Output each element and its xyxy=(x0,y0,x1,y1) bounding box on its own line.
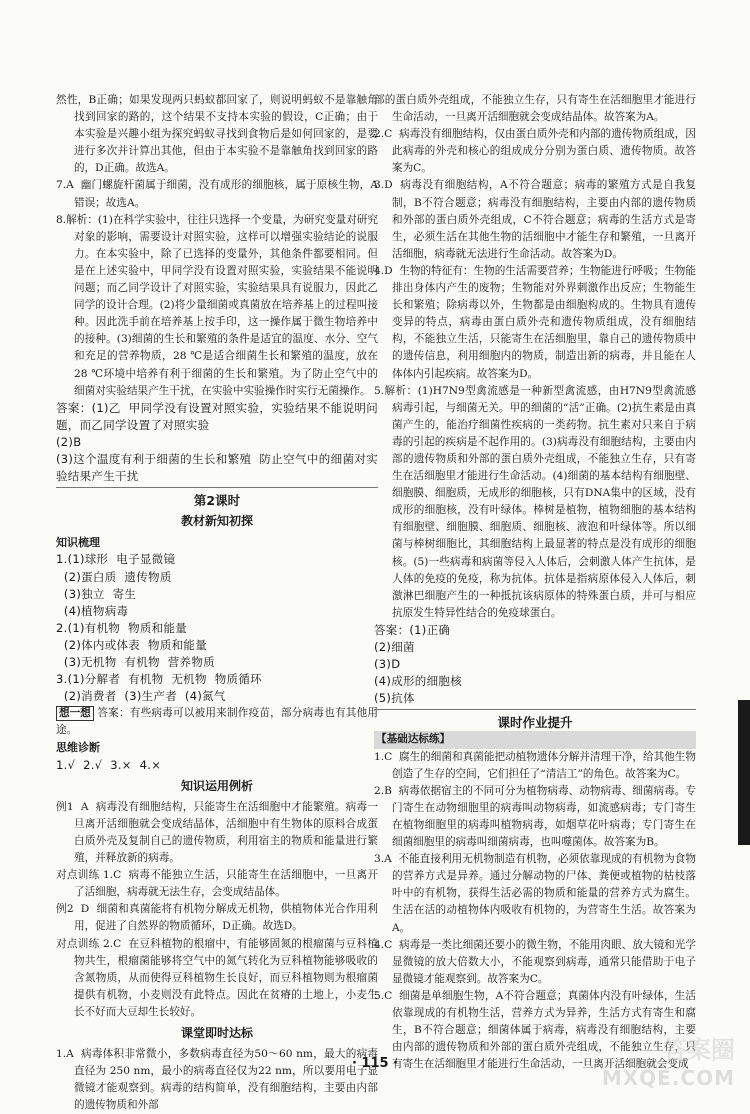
exercise-banner: 【基础达标练】 xyxy=(374,731,696,748)
answer-line: 3.(1)分解者 有机物 无机物 物质循环 xyxy=(56,672,262,687)
answer-paragraph: 例2 D 细菌和真菌能将有机物分解成无机物，供植物体光合作用利用，促进了自然界的物质循环，D正确。故选D。 xyxy=(56,903,378,933)
section-heading: 教材新知初探 xyxy=(180,514,253,529)
watermark-site: MXQE.COM xyxy=(601,1066,735,1090)
answer-paragraph: 1.C 腐生的细菌和真菌能把动植物遗体分解并清理干净，给其他生物创造了生存的空间，它们担任了“清洁工”的角色。故答案为C。 xyxy=(374,750,696,780)
answer-line: (3)独立 寄生 xyxy=(56,586,137,601)
watermark xyxy=(560,1030,735,1092)
answer-paragraph: 3.D 病毒没有细胞结构，A不符合题意；病毒的繁殖方式是自我复制，B不符合题意；病毒没有细胞结构，主要由内部的遗传物质和外部的蛋白质外壳组成，C不符合题意；病毒的生活方式是寄生，必须生活在其他生物的活细胞中才能生存和繁殖，一旦离开活细胞，病毒就无法进行生命活动。故答案为D。 xyxy=(374,179,696,260)
answer-line: (2)细菌 xyxy=(374,640,415,654)
watermark-logo: 答案圈 xyxy=(663,1036,735,1064)
page-number: · 115 · xyxy=(351,1056,399,1071)
answer-line: 答案：(1)正确 xyxy=(374,622,451,637)
answer-paragraph: 8.解析：(1)在科学实验中，往往只选择一个变量，为研究变量对研究对象的影响，需要设计对照实验，这样可以增强实验结论的说服力。在本实验中，除了已选择的变量外，其他条件都要相同。但是在上述实验中，甲同学没有设置对照实验，实验结果不能说明问题；而乙同学设计了对照实验，实验结果具有说服力，因此乙同学的设计合理。(2)将少量细菌或真菌放在培养基上的过程叫接种。因此洗手前在培养基上按手印，这一操作属于微生物培养中的接种。(3)细菌的生长和繁殖的条件是适宜的温度、水分、空气和充足的营养物质，28 ℃是适合细菌生长和繁殖的温度，放在28 ℃环境中培养有利于细菌的生长和繁殖。为了防止空气中的细菌对实验结果产生干扰，在实验中实验操作时实行无菌操作。 xyxy=(56,213,378,397)
think-text: 答案：有些病毒可以被用来制作疫苗，部分病毒也有其他用途。 xyxy=(56,707,378,737)
answer-line: (2)体内或体表 物质和能量 xyxy=(56,637,208,652)
side-tab-marker xyxy=(738,700,750,845)
subsection-heading: 思维诊断 xyxy=(56,741,100,755)
answer-line: (4)成形的细胞核 xyxy=(374,674,462,689)
answer-paragraph: 对点训练 2.C 在豆科植物的根瘤中，有能够固氮的根瘤菌与豆科植物共生，根瘤菌能够将空气中的氮气转化为豆科植物能够吸收的含氮物质，从而使得豆科植物生长良好，而豆科植物则为根瘤菌提供有机物，小麦则没有此特点。因此在贫瘠的土地上，小麦生长不好而大豆却生长较好。 xyxy=(56,937,378,1018)
answer-paragraph: 4.C 病毒是一类比细菌还要小的微生物，不能用肉眼、放大镜和光学显微镜的放大倍数大小，不能观察到病毒，通常只能借助于电子显微镜才能观察到。故答案为C。 xyxy=(374,938,696,985)
answer-paragraph: 2.B 病毒依据宿主的不同可分为植物病毒、动物病毒、细菌病毒。专门寄生在动物细胞里的病毒叫动物病毒，如流感病毒；专门寄生在植物细胞里的病毒叫植物病毒，如烟草花叶病毒；专门寄生在细菌细胞里的病毒叫细菌病毒，也叫噬菌体。故答案为B。 xyxy=(374,784,696,849)
answer-paragraph: 对点训练 1.C 病毒不能独立生活，只能寄生在活细胞中，一旦离开了活细胞，病毒就无法生存，会变成结晶体。 xyxy=(56,869,378,899)
right-column xyxy=(374,92,696,1073)
lesson-heading: 第2课时 xyxy=(56,487,378,509)
answer-line: (4)植物病毒 xyxy=(56,603,129,618)
lesson-heading: 课时作业提升 xyxy=(374,709,696,731)
answer-paragraph: 5.C 细菌是单细胞生物，A不符合题意；真菌体内没有叶绿体，生活依靠现成的有机物生活，营养方式为异养，生活方式有寄生和腐生，B不符合题意；细菌体属于病毒，病毒没有细胞结构，主要由内部的遗传物质和外部的蛋白质外壳组成，不能独立生存，只有寄生在活细胞里才能进行生命活动，一旦离开活细胞就会变成 xyxy=(374,989,696,1071)
section-heading: 知识运用例析 xyxy=(180,778,253,793)
answer-line: 1.√ 2.√ 3.× 4.× xyxy=(56,757,162,772)
answer-line: (5)抗体 xyxy=(374,691,415,706)
answer-paragraph: 部的蛋白质外壳组成，不能独立生存，只有寄生在活细胞里才能进行生命活动，一旦离开活细胞就会变成结晶体。故答案为A。 xyxy=(374,94,696,124)
left-column xyxy=(56,92,378,1114)
answer-paragraph: 2.C 病毒没有细胞结构，仅由蛋白质外壳和内部的遗传物质组成，因此病毒的外壳和核心的组成成分分别为蛋白质、遗传物质。故答案为C。 xyxy=(374,128,696,175)
answer-paragraph: 然性，B正确；如果发现两只蚂蚁都回家了，则说明蚂蚁不是靠触角找到回家的路的，这个结果不支持本实验的假设，C正确；由于本实验是兴趣小组为探究蚂蚁寻找到食物后是如何回家的，是要进行多次并计算出其他，但由于本实验不是靠触角找到回家的路的，D正确。故选A。 xyxy=(56,94,378,175)
answer-line: 2.(1)有机物 物质和能量 xyxy=(56,620,188,635)
answer-line: (2)蛋白质 遗传物质 xyxy=(56,569,172,584)
subsection-heading: 知识梳理 xyxy=(56,536,100,550)
section-heading: 课堂即时达标 xyxy=(180,1025,253,1040)
answer-line: (3)无机物 有机物 营养物质 xyxy=(56,655,215,669)
answer-paragraph: 3.A 不能直接利用无机物制造有机物，必须依靠现成的有机物为食物的营养方式是异养。通过分解动物的尸体、粪便或植物的枯枝落叶中的有机物，获得生活必需的物质和能量的营养方式为腐生。生活在活的动植物体内吸收有机物的，为营寄生生活。故答案为A。 xyxy=(374,853,696,934)
answer-paragraph: 7.A 幽门螺旋杆菌属于细菌，没有成形的细胞核，属于原核生物，A错误；故选A。 xyxy=(56,179,378,209)
answer-line: (2)消费者 (3)生产者 (4)氮气 xyxy=(56,689,226,704)
answer-paragraph: 1.A 病毒体积非常微小，多数病毒直径为50～60 nm，最大的病毒直径为 250 nm，最小的病毒直径仅为22 nm，所以要用电子显微镜才能观察到。病毒的结构简单，没有细胞结构，主要由内部的遗传物质和外部 xyxy=(56,1048,378,1112)
answer-line: (3)这个温度有利于细菌的生长和繁殖 防止空气中的细菌对实验结果产生干扰 xyxy=(56,451,378,484)
answer-line: 答案：(1)乙 甲同学没有设置对照实验，实验结果不能说明问题，而乙同学设置了对照实验 xyxy=(56,400,378,432)
answer-paragraph: 5.解析：(1)H7N9型禽流感是一种新型禽流感，由H7N9型禽流感病毒引起，与细菌无关。甲的细菌的“活”正确。(2)抗生素是由真菌产生的，能治疗细菌性疾病的一类药物。抗生素对只来自于病毒的引起的疾病是不起作用的。(3)病毒没有细胞结构，主要由内部的遗传物质和外部的蛋白质外壳组成，不能独立生存，只有寄生在活细胞里才能进行生命活动。(4)细菌的基本结构有细胞壁、细胞膜、细胞质，无成形的细胞核，只有DNA集中的区域，没有成形的细胞核，没有叶绿体。棒树是植物，植物细胞的基本结构有细胞壁、细胞膜、细胞质、细胞核、液泡和叶绿体等。所以细菌与棒树细胞比，其细胞结构上最显著的特点是没有成形的细胞核。(5)一些病毒和病菌等侵入人体后，会刺激人体产生抗体，是人体的免疫的免疫，称为抗体。抗体是指病原体侵入人体后，刺激淋巴细胞产生的一种抵抗该病原体的特殊蛋白质，并可与相应抗原发生特异性结合的免疫球蛋白。 xyxy=(374,384,696,619)
answer-line: (2)B xyxy=(56,434,82,449)
answer-paragraph: 例1 A 病毒没有细胞结构，只能寄生在活细胞中才能繁殖。病毒一旦离开活细胞就会变成结晶体，活细胞中有生物体的原料合成蛋白质外壳及复制自己的遗传物质，利用宿主的物质和能量进行繁殖，并释放新的病毒。 xyxy=(56,800,378,865)
answer-line: 1.(1)球形 电子显微镜 xyxy=(56,552,176,567)
answer-paragraph: 4.D 生物的特征有：生物的生活需要营养；生物能进行呼吸；生物能排出身体内产生的废物；生物能对外界刺激作出反应；生物能生长和繁殖；除病毒以外，生物都是由细胞构成的。生物具有遗传变异的特点，病毒由蛋白质外壳和遗传物质组成，没有细胞结构，不能独立生活，只能寄生在活细胞里，靠自己的遗传物质中的遗传信息，利用细胞内的物质，制造出新的病毒，并且能在人体体内引起疾病。故答案为D。 xyxy=(374,264,696,380)
think-note xyxy=(56,705,378,739)
think-label: 想一想 xyxy=(56,706,94,721)
answer-line: (3)D xyxy=(374,657,401,672)
